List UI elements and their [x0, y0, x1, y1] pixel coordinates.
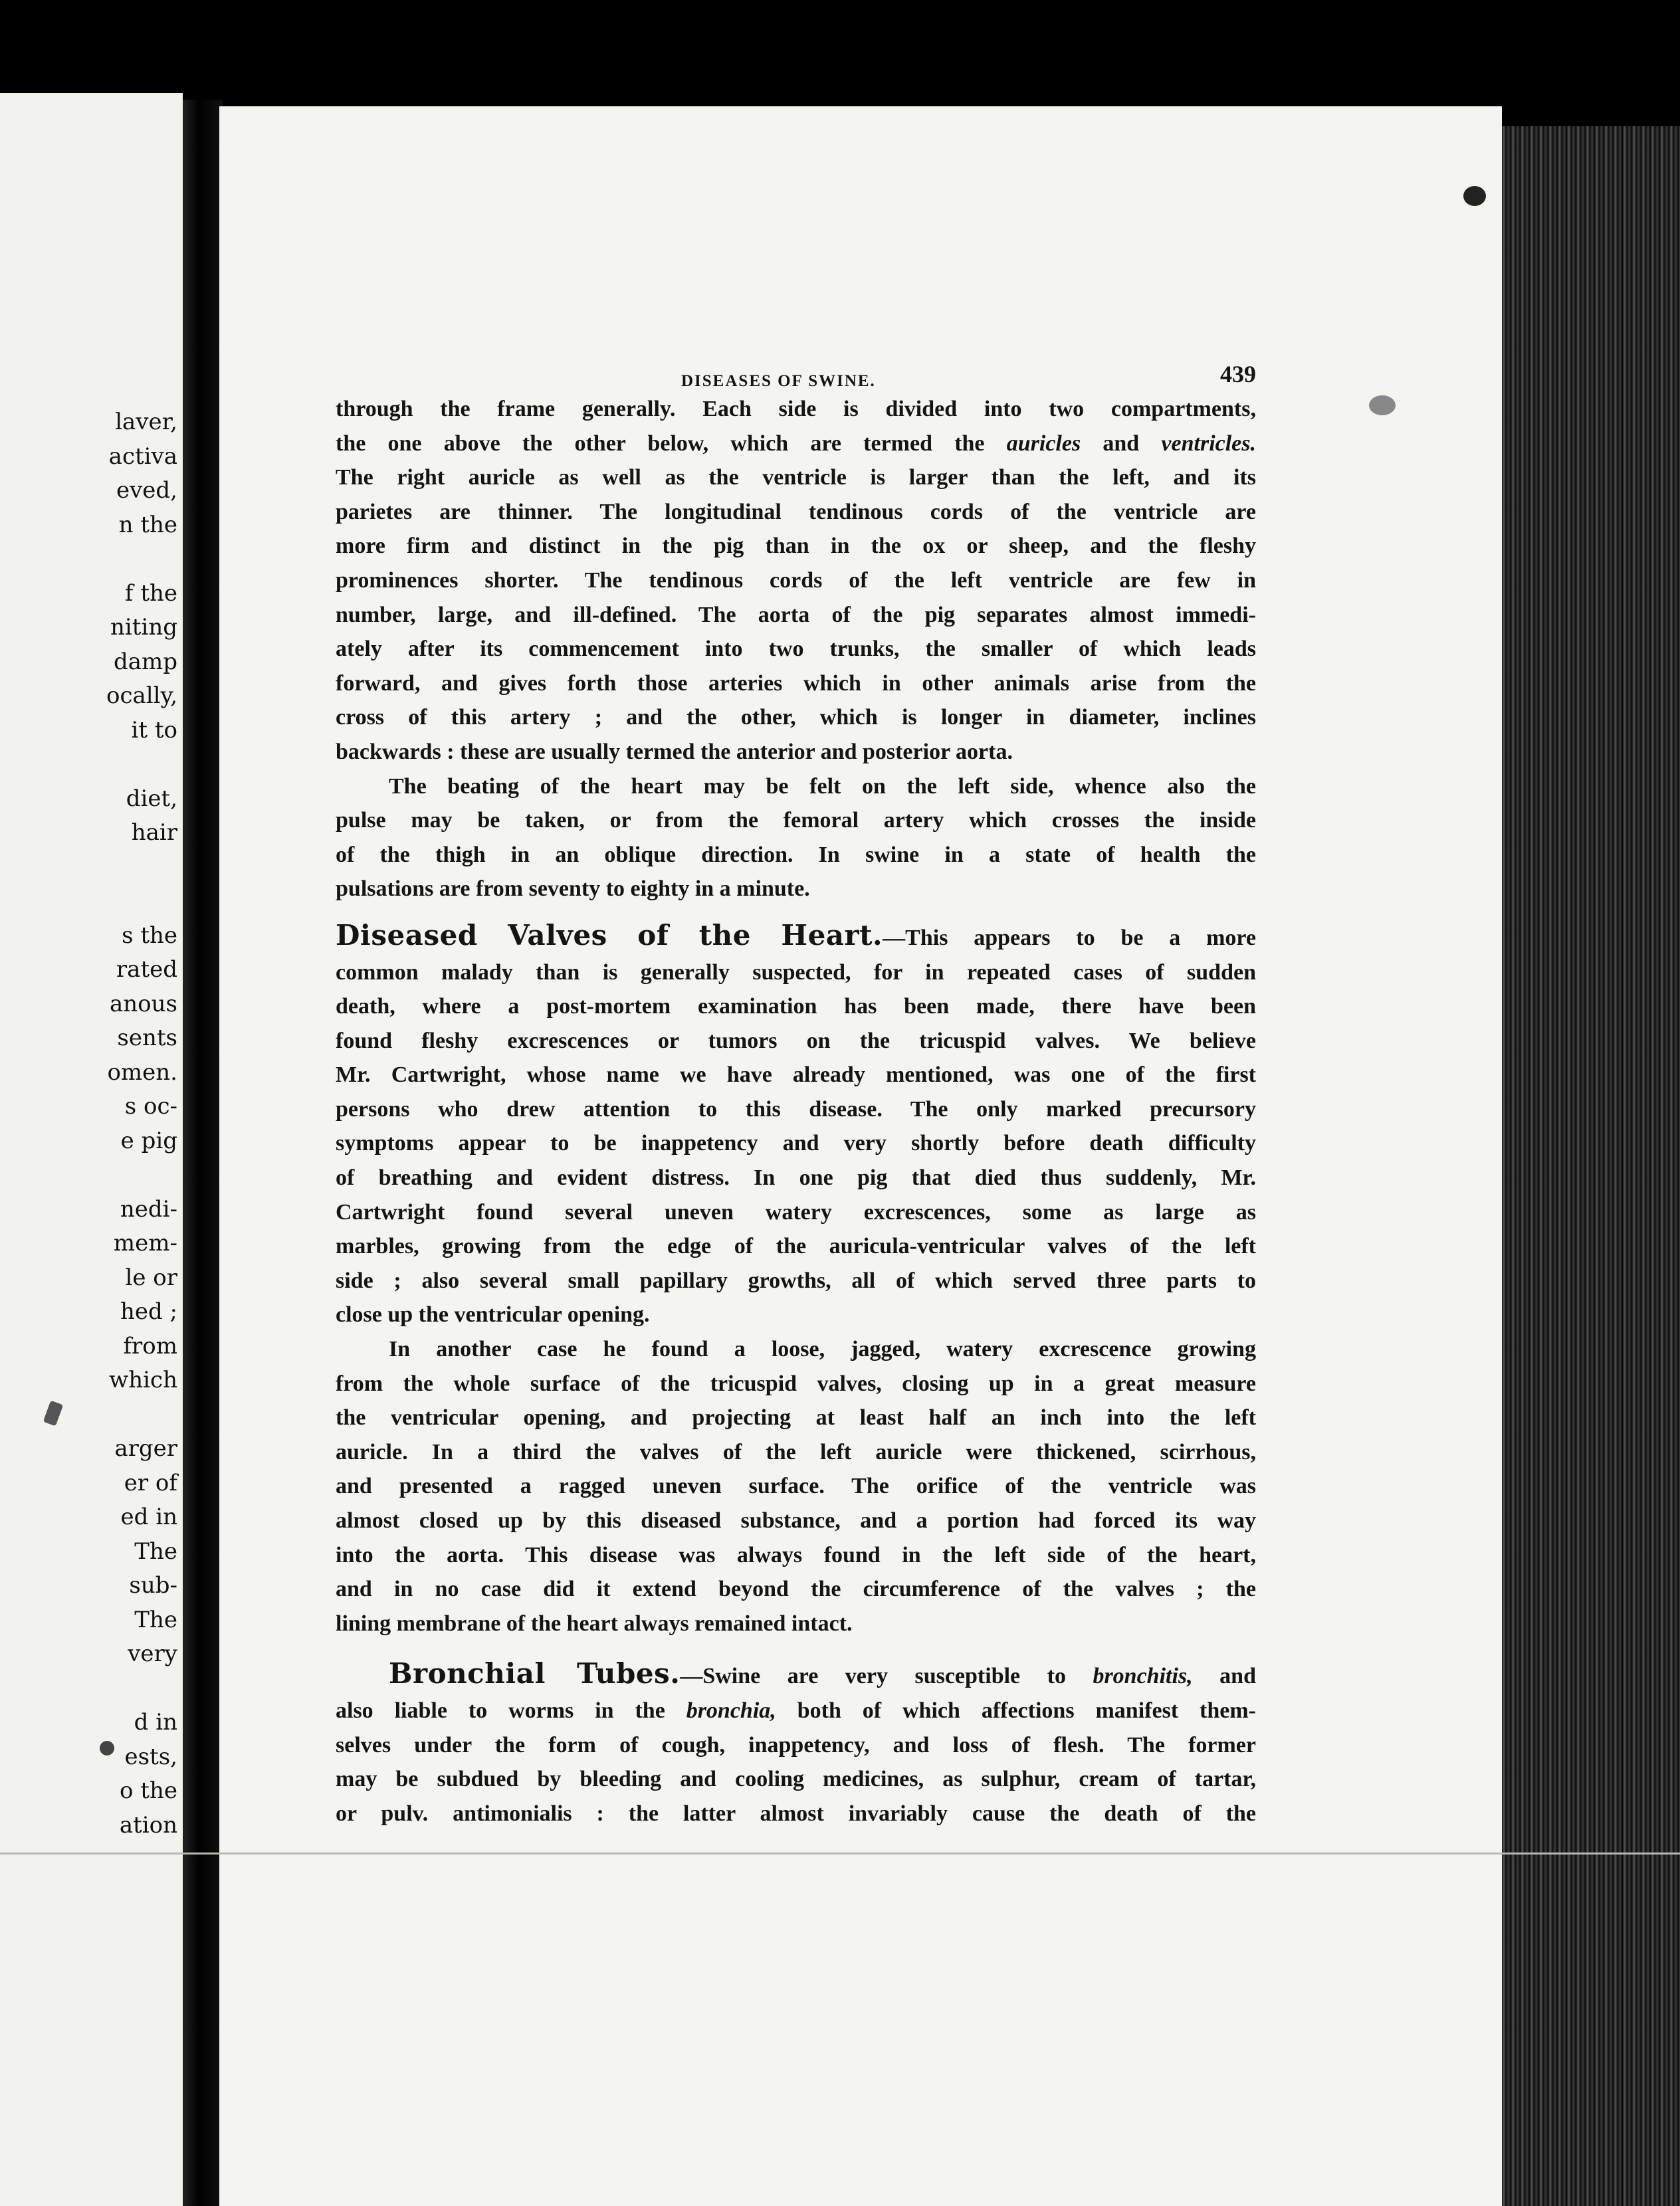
paragraph-pulse [336, 769, 1256, 906]
ink-blot [1463, 186, 1486, 206]
left-fragment-line: very [128, 1641, 177, 1667]
running-head [336, 352, 1256, 392]
left-fragment-line: damp [113, 648, 177, 675]
text-line: almost closed up by this diseased substance, and a portion had forced its way [336, 1508, 1256, 1533]
section-heading-diseased-valves: Diseased Valves of the Heart. [336, 918, 883, 952]
text-line: selves under the form of cough, inappetency, and loss of flesh. The former [336, 1732, 1256, 1757]
book-gutter [183, 100, 223, 2206]
text-line: Diseased Valves of the Heart.—This appears to be a more [336, 918, 1256, 952]
left-fragment-line: d in [134, 1709, 177, 1736]
left-fragment-line: activa [108, 443, 177, 470]
left-fragment-line: n the [118, 511, 177, 538]
page-fold-line [0, 1853, 1680, 1855]
text-line: also liable to worms in the bronchia, both of which affections manifest them- [336, 1698, 1256, 1723]
left-fragment-line: it to [131, 716, 177, 744]
left-fragment-line: arger [114, 1435, 177, 1462]
left-fragment-line [106, 884, 177, 919]
left-fragment-line: ocally, [106, 682, 177, 709]
left-fragment-line [106, 542, 177, 577]
left-fragment-line: ation [119, 1811, 177, 1839]
left-fragment-line [106, 1672, 177, 1706]
left-fragment-line: mem- [113, 1230, 177, 1256]
text-line: number, large, and ill-defined. The aorta of the pig separates almost immedi- [336, 602, 1256, 627]
text-line: marbles, growing from the edge of the auricula-ventricular valves of the left [336, 1234, 1256, 1259]
ink-blot [100, 1741, 114, 1755]
left-fragment-line: diet, [126, 785, 177, 812]
text-line: and in no case did it extend beyond the circumference of the valves ; the [336, 1577, 1256, 1602]
term-bronchitis: bronchitis, [1093, 1664, 1193, 1689]
text-line: death, where a post-mortem examination has been made, there have been [336, 994, 1256, 1019]
page-number: 439 [1220, 361, 1256, 387]
text-line: cross of this artery ; and the other, which is longer in diameter, inclines [336, 705, 1256, 730]
text-line: and presented a ragged uneven surface. The orifice of the ventricle was [336, 1474, 1256, 1499]
left-fragment-line: le or [125, 1264, 177, 1291]
term-auricles: auricles [1006, 431, 1081, 456]
left-fragment-line: f the [124, 579, 177, 607]
left-fragment-line: s oc- [124, 1093, 177, 1120]
text-line: Bronchial Tubes.—Swine are very susceptible to bronchitis, and [389, 1657, 1256, 1690]
left-fragment-line [106, 1158, 177, 1193]
text-line: lining membrane of the heart always remained intact. [336, 1611, 853, 1636]
section-diseased-valves [336, 918, 1256, 1332]
term-ventricles: ventricles. [1161, 431, 1256, 456]
left-facing-page [0, 93, 183, 2206]
text-line: pulse may be taken, or from the femoral artery which crosses the inside [336, 808, 1256, 833]
text-line: into the aorta. This disease was always found in the left side of the heart, [336, 1542, 1256, 1567]
text-line: ately after its commencement into two trunks, the smaller of which leads [336, 637, 1256, 662]
text-line: Cartwright found several uneven watery excrescences, some as large as [336, 1199, 1256, 1225]
text-line: through the frame generally. Each side is divided into two compartments, [336, 397, 1256, 421]
text-line: pulsations are from seventy to eighty in a minute. [336, 876, 810, 902]
text-line: side ; also several small papillary growths, all of which served three parts to [336, 1268, 1256, 1293]
running-head-title: DISEASES OF SWINE. [681, 372, 876, 390]
left-fragment-line: anous [110, 990, 177, 1017]
ink-blot [1369, 395, 1396, 415]
left-fragment-line: omen. [107, 1058, 177, 1086]
left-fragment-line: ests, [124, 1743, 177, 1770]
left-fragment-line: from [123, 1332, 177, 1359]
text-line: In another case he found a loose, jagged, watery excrescence growing [389, 1337, 1256, 1362]
page-content [336, 352, 1256, 1831]
left-fragment-line: hed ; [120, 1298, 177, 1325]
text-line: the ventricular opening, and projecting at least half an inch into the left [336, 1405, 1256, 1431]
text-line: The right auricle as well as the ventricle is larger than the left, and its [336, 465, 1256, 490]
text-line: or pulv. antimonialis : the latter almost invariably cause the death of the [336, 1801, 1256, 1826]
left-fragment-line: niting [110, 614, 177, 641]
left-fragment-line [106, 851, 177, 885]
left-fragment-line: eved, [116, 477, 177, 504]
text-line: from the whole surface of the tricuspid valves, closing up in a great measure [336, 1371, 1256, 1396]
text-line: found fleshy excrescences or tumors on the tricuspid valves. We believe [336, 1028, 1256, 1053]
text-line: backwards : these are usually termed the anterior and posterior aorta. [336, 739, 1013, 764]
left-fragment-line: The [134, 1606, 177, 1633]
left-fragment-line: s the [122, 922, 177, 949]
left-fragment-line: ed in [120, 1504, 177, 1530]
text-line: forward, and gives forth those arteries which in other animals arise from the [336, 670, 1256, 696]
section-bronchial-tubes [336, 1656, 1256, 1831]
left-fragment-line: nedi- [120, 1195, 177, 1223]
text-line: may be subdued by bleeding and cooling medicines, as sulphur, cream of tartar, [336, 1767, 1256, 1792]
left-fragment-line: rated [116, 956, 177, 983]
left-fragment-line: The [134, 1538, 177, 1565]
text-line: symptoms appear to be inappetency and very shortly before death difficulty [336, 1131, 1256, 1156]
term-bronchia: bronchia, [686, 1698, 776, 1723]
text-line: more firm and distinct in the pig than in the ox or sheep, and the fleshy [336, 534, 1256, 559]
text-line: close up the ventricular opening. [336, 1302, 650, 1328]
left-fragment-line: er of [124, 1469, 177, 1496]
text-line: of the thigh in an oblique direction. In swine in a state of health the [336, 842, 1256, 867]
left-fragment-line: which [109, 1367, 177, 1393]
text-line: persons who drew attention to this disease. The only marked precursory [336, 1096, 1256, 1122]
text-line: prominences shorter. The tendinous cords of the left ventricle are few in [336, 567, 1256, 593]
left-fragment-line: e pig [120, 1127, 177, 1154]
text-line: The beating of the heart may be felt on the left side, whence also the [389, 773, 1256, 799]
section-heading-bronchial-tubes: Bronchial Tubes. [389, 1657, 681, 1690]
left-fragment-line: sents [117, 1025, 177, 1051]
left-page-text-fragments [106, 405, 177, 1843]
left-fragment-line [106, 1398, 177, 1433]
text-line: auricle. In a third the valves of the left auricle were thickened, scirrhous, [336, 1439, 1256, 1464]
paragraph-anatomy [336, 392, 1256, 769]
text-line: common malady than is generally suspected, for in repeated cases of sudden [336, 959, 1256, 985]
text-line: Mr. Cartwright, whose name we have already mentioned, was one of the first [336, 1062, 1256, 1088]
left-fragment-line: o the [120, 1777, 177, 1804]
text-line: parietes are thinner. The longitudinal tendinous cords of the ventricle are [336, 499, 1256, 524]
page-edges [1502, 126, 1680, 2206]
left-fragment-line [106, 748, 177, 782]
left-fragment-line: hair [131, 819, 177, 846]
left-fragment-line: sub- [129, 1572, 177, 1599]
text-line: of breathing and evident distress. In one pig that died thus suddenly, Mr. [336, 1165, 1256, 1191]
paragraph-another-case [336, 1332, 1256, 1641]
left-fragment-line: laver, [115, 409, 177, 435]
text-line: the one above the other below, which are termed the auricles and ventricles. [336, 431, 1256, 456]
